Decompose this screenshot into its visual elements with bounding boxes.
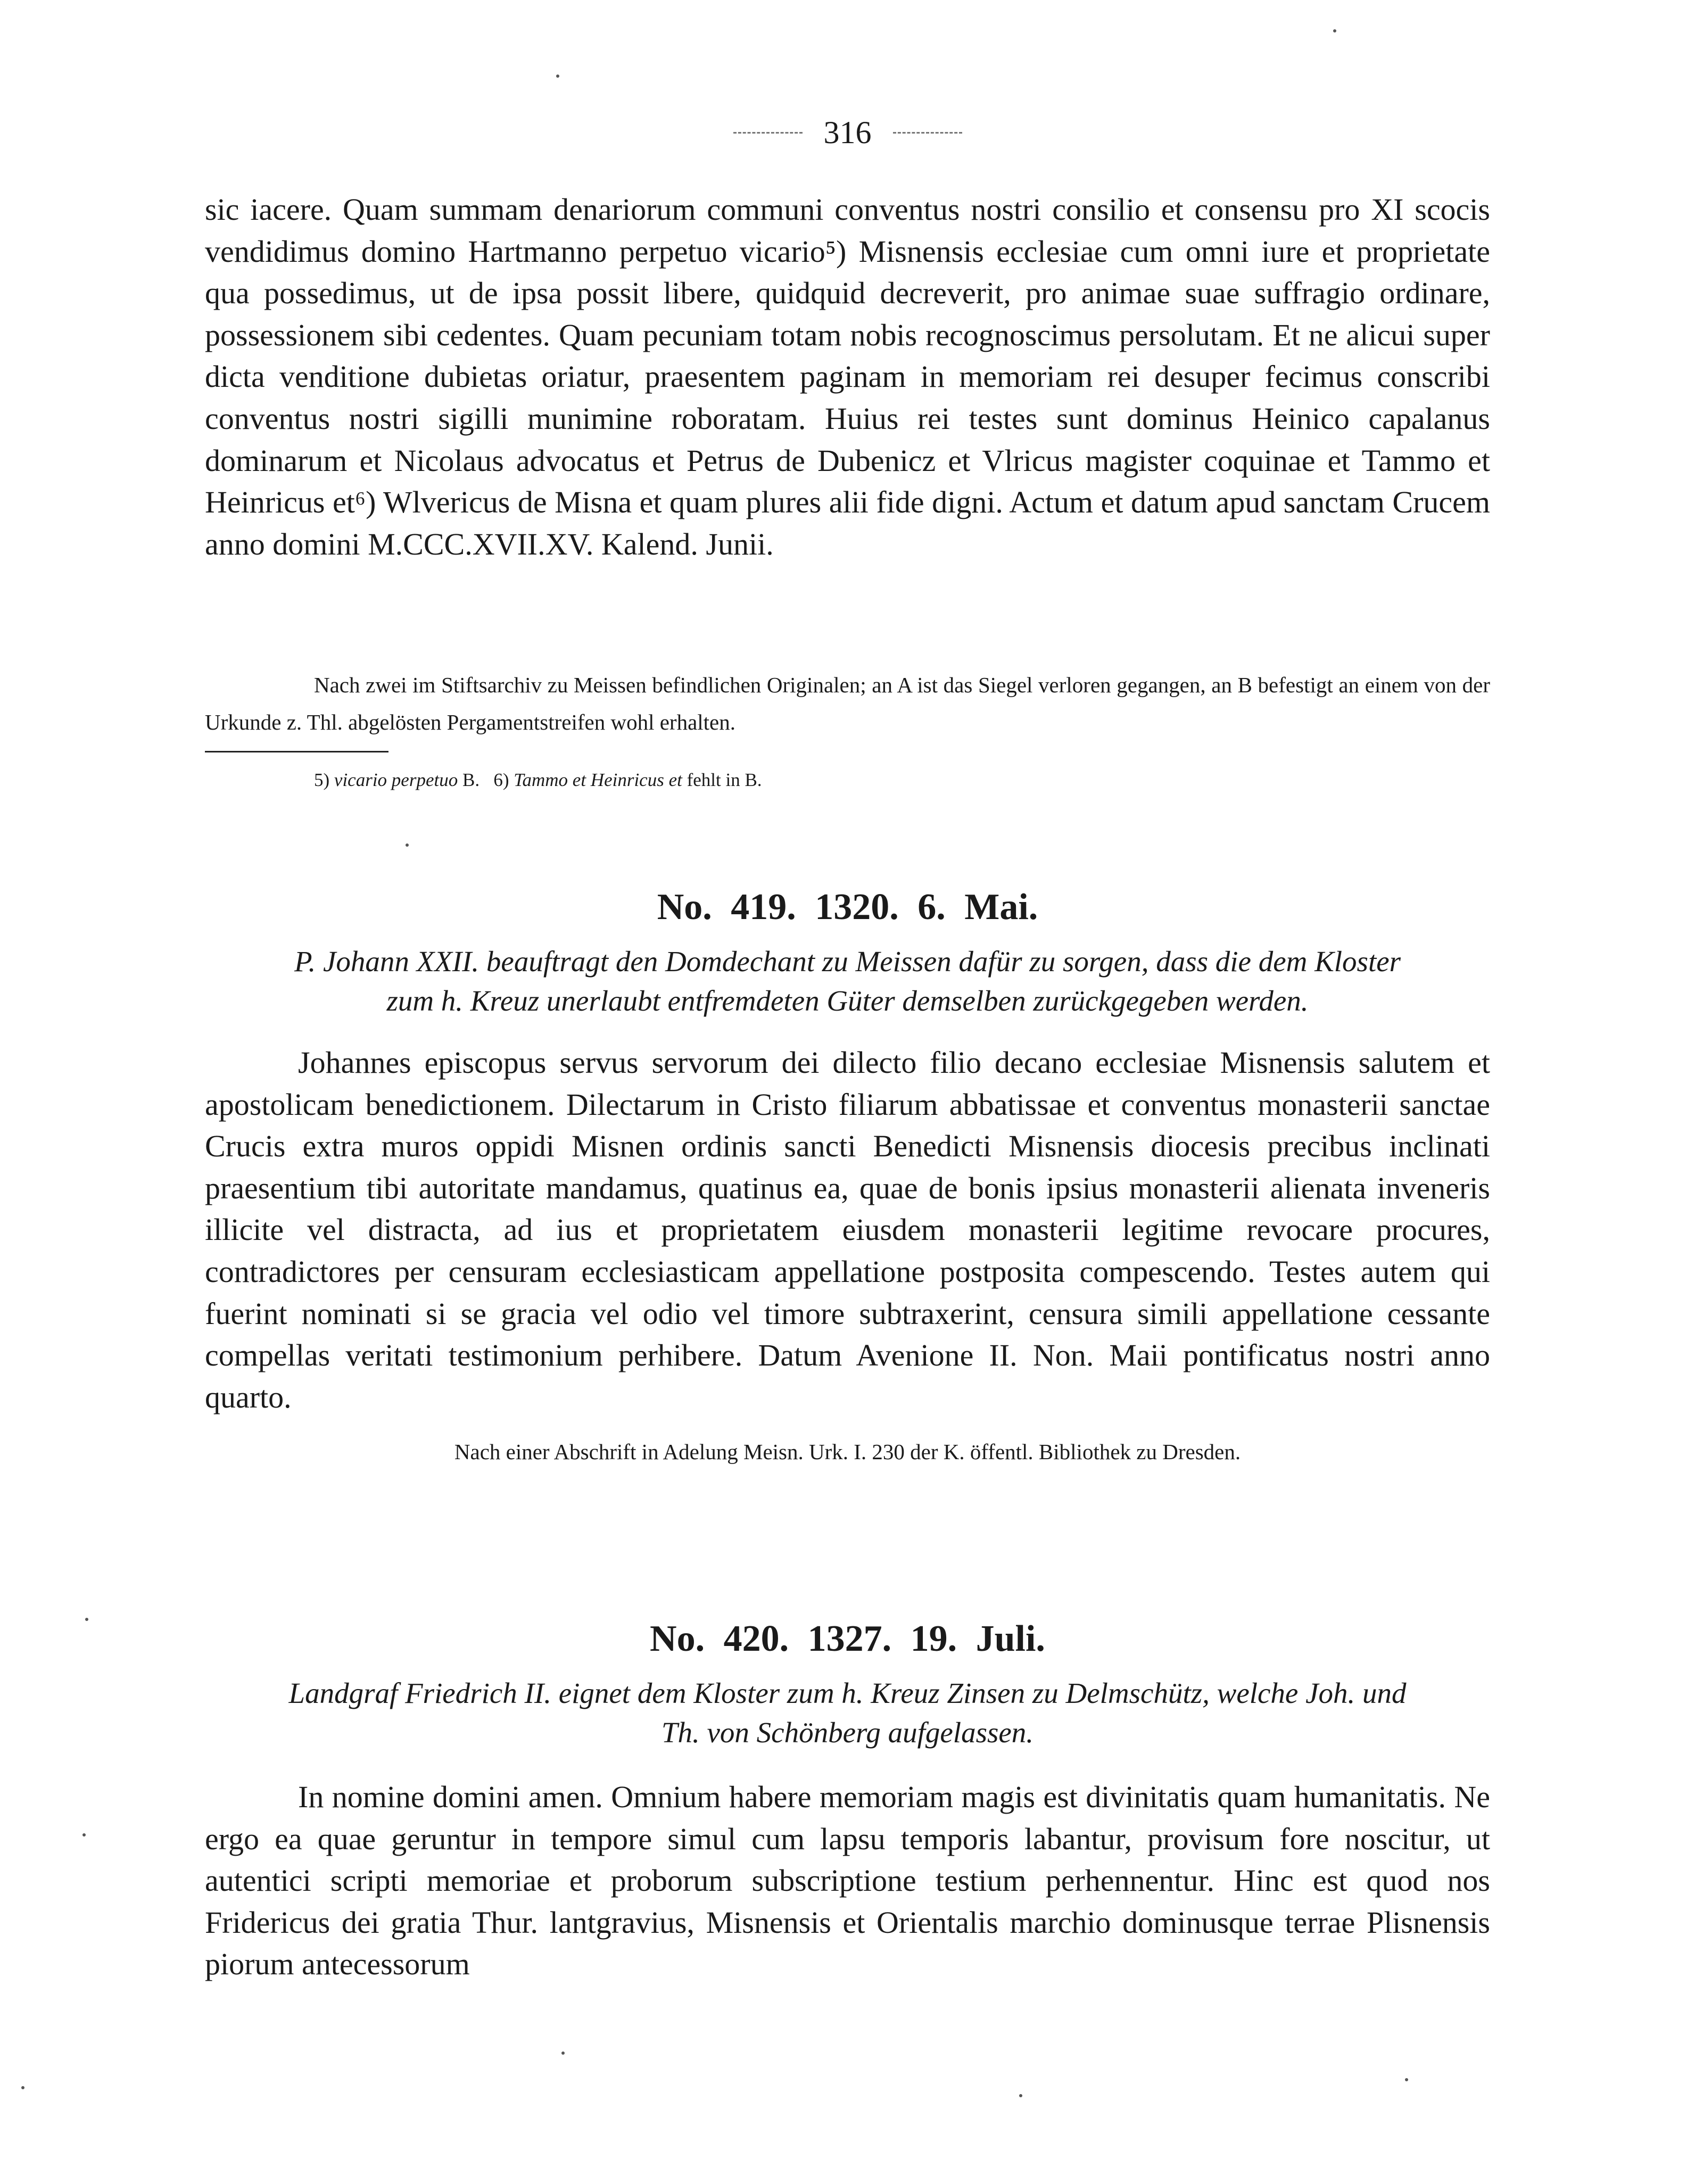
- scan-speck: [406, 843, 409, 847]
- footnote-5-number: 5): [314, 770, 330, 790]
- footnote-5-tail: B.: [462, 770, 480, 790]
- document-420: [205, 1615, 1490, 1986]
- doc419-text: Johannes episcopus servus servorum dei dilecto filio decano ecclesiae Misnensis salutem et apostolicam benedictionem. Dilectarum in Cristo filiarum abbatissae et conventus monasterii sanctae Crucis extra muros oppidi Misnen ordinis sancti Benedicti Misnensis diocesis precibus inclinati praesentium tibi autoritate mandamus, quatinus ea, quae de bonis ipsius monasterii alienata inveneris illicite vel distracta, ad ius et proprietatem eiusdem monasterii legitime revocare procures, contradictores per censuram ecclesiasticam appellatione postposita compescendo. Testes autem qui fuerint nominati si se gracia vel odio vel timore subtraxerint, censura simili appellatione cessante compellas veritati testimonium perhibere. Datum Avenione II. Non. Maii pontificatus nostri anno quarto.: [205, 1045, 1490, 1414]
- doc420-summary: [205, 1674, 1490, 1752]
- doc420-text: In nomine domini amen. Omnium habere memoriam magis est divinitatis quam humanitatis. Ne ergo ea quae geruntur in tempore simul cum lapsu temporis labantur, provisum fore noscitur, ut autentici scripti memoriae et proborum subscriptione testium perhennentur. Hinc est quod nos Fridericus dei gratia Thur. lantgravius, Misnensis et Orientalis marchio dominusque terrae Plisnensis piorum antecessorum: [205, 1780, 1490, 1982]
- scan-speck: [82, 1833, 86, 1836]
- scan-speck: [85, 1618, 88, 1621]
- continuation-section: [205, 189, 1490, 565]
- footnote-6-tail: fehlt in B.: [687, 770, 762, 790]
- doc420-heading: No. 420. 1327. 19. Juli.: [650, 1618, 1045, 1659]
- footnote-5-text: vicario perpetuo: [334, 770, 458, 790]
- footnote-area: [205, 751, 1490, 793]
- page-header: [205, 114, 1490, 157]
- footnote-6-number: 6): [493, 770, 509, 790]
- document-419: [205, 883, 1490, 1470]
- scan-speck: [1405, 2078, 1408, 2081]
- footnote-6-text: Tammo et Heinricus et: [514, 770, 682, 790]
- footnote-rule: [205, 751, 388, 752]
- doc419-heading: No. 419. 1320. 6. Mai.: [657, 887, 1038, 928]
- scan-speck: [556, 75, 559, 78]
- doc419-summary-line2: zum h. Kreuz unerlaubt entfremdeten Güter demselben zurückgegeben werden.: [386, 985, 1309, 1017]
- header-dash-right: [893, 132, 962, 134]
- scan-speck: [1333, 29, 1336, 32]
- page-number: 316: [823, 115, 872, 150]
- continuation-text: sic iacere. Quam summam denariorum communi conventus nostri consilio et consensu pro XI scocis vendidimus domino Hartmanno perpetuo vicario⁵) Misnensis ecclesiae cum omni iure et proprietate qua possedimus, ut de ipsa possit libere, quidquid decreverit, pro animae suae suffragio ordinare, possessionem sibi cedentes. Quam pecuniam totam nobis recognoscimus persolutam. Et ne alicui super dicta venditione dubietas oriatur, praesentem paginam in memoriam rei desuper fecimus conscribi conventus nostri sigilli munimine roboratam. Huius rei testes sunt dominus Heinico capalanus dominarum et Nicolaus advocatus et Petrus de Dubenicz et Vlricus magister coquinae et Tammo et Heinricus et⁶) Wlvericus de Misna et quam plures alii fide digni. Actum et datum apud sanctam Crucem anno domini M.CCC.XVII.XV. Kalend. Junii.: [205, 192, 1490, 561]
- doc420-summary-line1: Landgraf Friedrich II. eignet dem Kloster zum h. Kreuz Zinsen zu Delmschütz, welche Joh. und: [288, 1677, 1407, 1709]
- doc420-summary-line2: Th. von Schönberg aufgelassen.: [661, 1716, 1034, 1749]
- source-note: Nach zwei im Stiftsarchiv zu Meissen befindlichen Originalen; an A ist das Siegel verloren gegangen, an B befestigt an einem von der Urkunde z. Thl. abgelösten Pergamentstreifen wohl erhalten.: [205, 673, 1490, 734]
- footnotes: [205, 767, 1490, 793]
- doc419-summary: [205, 942, 1490, 1021]
- scan-speck: [1019, 2094, 1022, 2097]
- continuation-source-note: [205, 666, 1490, 741]
- header-dash-left: [733, 132, 803, 134]
- scan-speck: [561, 2051, 565, 2055]
- doc419-source-note: Nach einer Abschrift in Adelung Meisn. Urk. I. 230 der K. öffentl. Bibliothek zu Dresden.: [454, 1440, 1241, 1465]
- doc419-summary-line1: P. Johann XXII. beauftragt den Domdechant zu Meissen dafür zu sorgen, dass die dem Kloster: [294, 945, 1401, 978]
- scan-speck: [21, 2086, 24, 2089]
